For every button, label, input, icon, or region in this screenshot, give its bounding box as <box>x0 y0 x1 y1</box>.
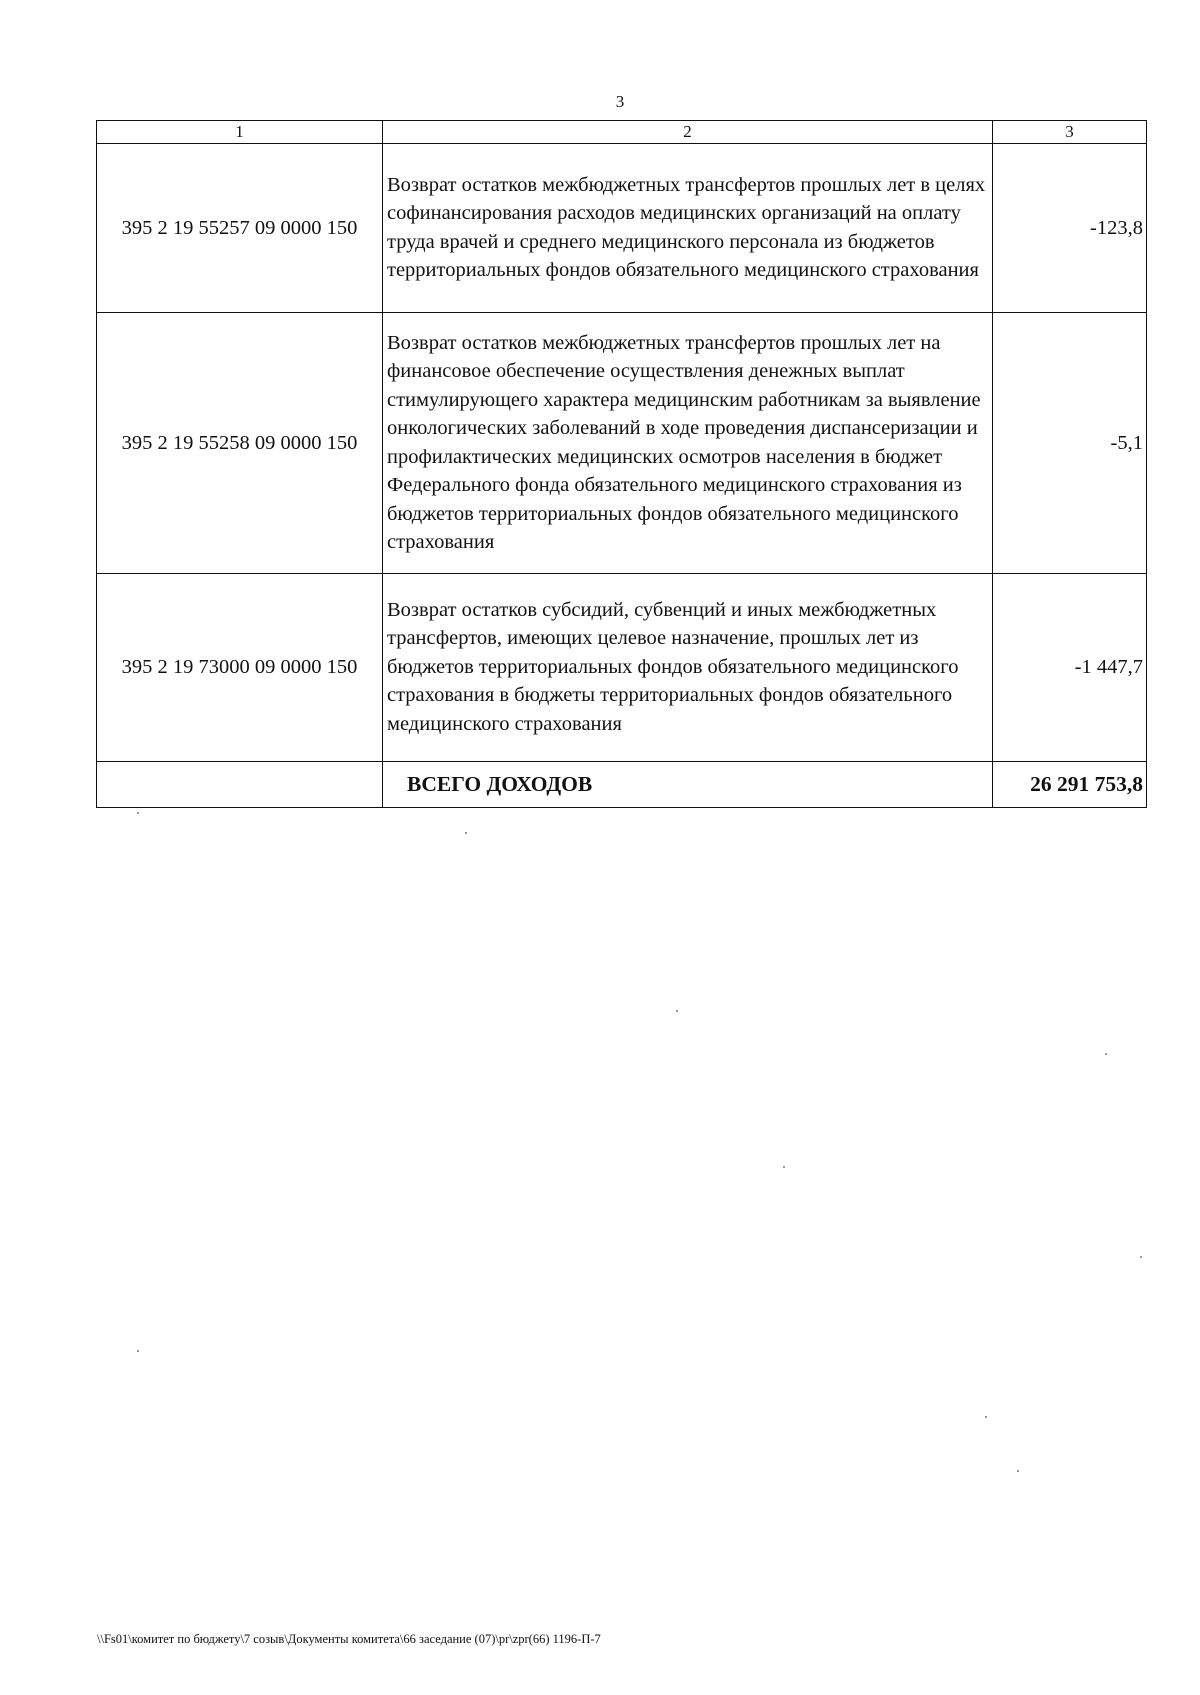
revenue-table <box>96 120 1147 808</box>
scan-speck <box>465 832 467 834</box>
budget-code-cell: 395 2 19 73000 09 0000 150 <box>97 574 383 762</box>
scan-speck <box>676 1010 678 1012</box>
scan-speck <box>783 1166 785 1168</box>
file-path-footer: \\Fs01\комитет по бюджету\7 созыв\Документы комитета\66 заседание (07)\pr\zpr(66) 1196-П-7 <box>97 1632 601 1646</box>
amount-cell: -5,1 <box>993 313 1147 574</box>
column-header-1: 1 <box>97 121 383 144</box>
table-row <box>97 313 1147 574</box>
scan-speck <box>1017 1470 1019 1472</box>
description-cell: Возврат остатков межбюджетных трансфертов прошлых лет в целях софинансирования расходов медицинских организаций на оплату труда врачей и среднего медицинского персонала из бюджетов территориальных фондов обязательного медицинского страхования <box>383 144 993 313</box>
column-header-3: 3 <box>993 121 1147 144</box>
description-cell: Возврат остатков субсидий, субвенций и иных межбюджетных трансфертов, имеющих целевое назначение, прошлых лет из бюджетов территориальных фондов обязательного медицинского страхования в бюджеты территориальных фондов обязательного медицинского страхования <box>383 574 993 762</box>
column-header-2: 2 <box>383 121 993 144</box>
budget-code-cell: 395 2 19 55258 09 0000 150 <box>97 313 383 574</box>
total-label: ВСЕГО ДОХОДОВ <box>383 762 993 808</box>
page-number: 3 <box>615 92 625 111</box>
total-code-cell <box>97 762 383 808</box>
scan-speck <box>137 1350 139 1352</box>
amount-cell: -123,8 <box>993 144 1147 313</box>
scan-speck <box>1105 1053 1107 1055</box>
scan-speck <box>985 1416 987 1418</box>
total-row <box>97 762 1147 808</box>
scan-speck <box>1140 1256 1142 1258</box>
description-cell: Возврат остатков межбюджетных трансфертов прошлых лет на финансовое обеспечение осуществления денежных выплат стимулирующего характера медицинским работникам за выявление онкологических заболеваний в ходе проведения диспансеризации и профилактических медицинских осмотров населения в бюджет Федерального фонда обязательного медицинского страхования из бюджетов территориальных фондов обязательного медицинского страхования <box>383 313 993 574</box>
table-header-row <box>97 121 1147 144</box>
total-amount: 26 291 753,8 <box>993 762 1147 808</box>
amount-cell: -1 447,7 <box>993 574 1147 762</box>
table-row <box>97 144 1147 313</box>
budget-code-cell: 395 2 19 55257 09 0000 150 <box>97 144 383 313</box>
table-row <box>97 574 1147 762</box>
scan-speck <box>137 812 139 814</box>
